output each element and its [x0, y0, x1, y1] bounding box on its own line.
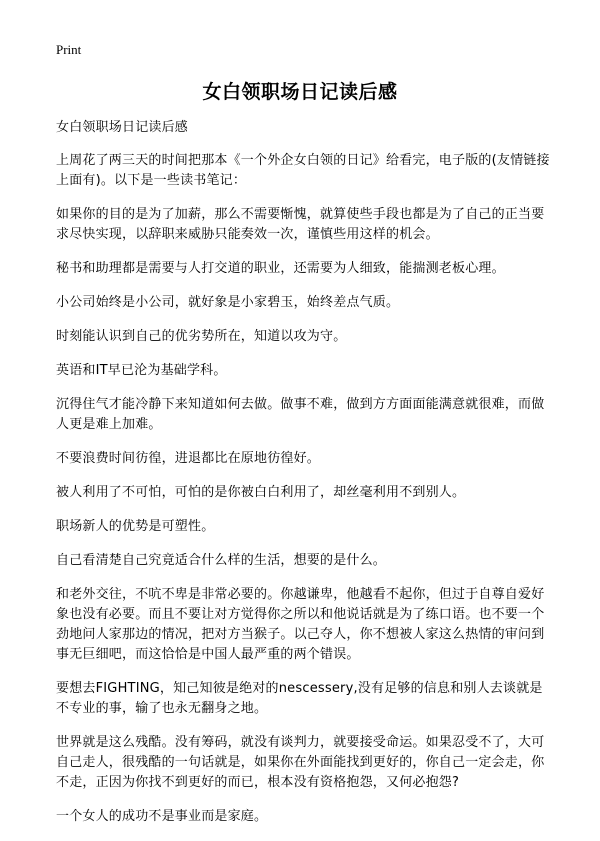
page-title: 女白领职场日记读后感 [202, 81, 398, 103]
article-paragraph: 职场新人的优势是可塑性。 [56, 519, 215, 534]
article-paragraph: 不要浪费时间彷徨，进退都比在原地彷徨好。 [56, 451, 321, 466]
article-paragraph: 英语和IT早已沦为基础学科。 [56, 363, 227, 378]
article-paragraph: 沉得住气才能冷静下来知道如何去做。做事不难，做到方方面面能满意就很难，而做人更是难上加难。 [56, 397, 545, 432]
article-paragraph: 一个女人的成功不是事业而是家庭。 [56, 809, 268, 824]
article-paragraph: 被人利用了不可怕，可怕的是你被白白利用了，却丝毫利用不到别人。 [56, 485, 466, 500]
article-paragraph: 世界就是这么残酷。没有筹码，就没有谈判力，就要接受命运。如果忍受不了，大可自己走人，很残酷的一句话就是，如果你在外面能找到更好的，你自己一定会走，你不走，正因为你找不到更好的而已，根本没有资格抱怨，又何必抱怨? [56, 735, 545, 790]
article-paragraph: 和老外交往，不吭不卑是非常必要的。你越谦卑，他越看不起你，但过于自尊自爱好象也没有必要。而且不要让对方觉得你之所以和他说话就是为了练口语。也不要一个劲地问人家那边的情况，把对方当猴子。以己夺人，你不想被人家这么热情的审问到事无巨细吧，而这恰恰是中国人最严重的两个错误。 [56, 587, 545, 662]
article-paragraph: 秘书和助理都是需要与人打交道的职业，还需要为人细致，能揣测老板心理。 [56, 261, 505, 276]
article-body [56, 118, 552, 841]
article-subtitle: 女白领职场日记读后感 [56, 120, 189, 135]
print-link[interactable]: Print [56, 42, 82, 57]
article-paragraph: 小公司始终是小公司，就好象是小家碧玉，始终差点气质。 [56, 295, 400, 310]
article-paragraph: 自己看清楚自己究竟适合什么样的生活，想要的是什么。 [56, 553, 387, 568]
article-paragraph: 时刻能认识到自己的优劣势所在，知道以攻为守。 [56, 329, 347, 344]
article-paragraph: 如果你的目的是为了加薪，那么不需要惭愧，就算使些手段也都是为了自己的正当要求尽快实现，以辞职来威胁只能奏效一次，谨慎些用这样的机会。 [56, 207, 545, 242]
article-paragraph: 要想去FIGHTING，知己知彼是绝对的nescessery,没有足够的信息和别人去谈就是不专业的事，输了也永无翻身之地。 [56, 681, 543, 716]
article-paragraph: 上周花了两三天的时间把那本《一个外企女白领的日记》给看完，电子版的(友情链接上面有)。以下是一些读书笔记： [56, 153, 550, 188]
